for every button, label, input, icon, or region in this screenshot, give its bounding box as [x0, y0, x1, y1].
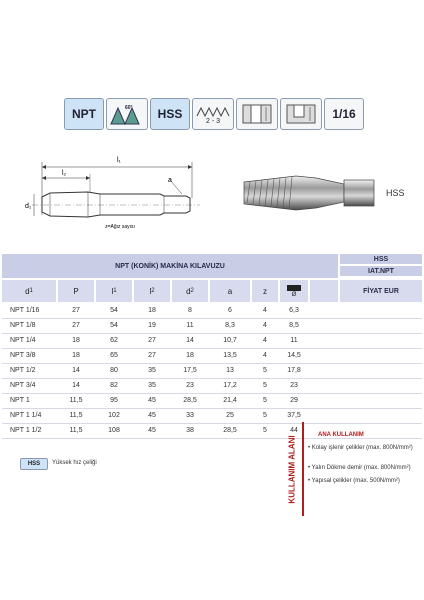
table-cell: 18 [72, 351, 80, 359]
table-cell: 35 [148, 381, 156, 389]
z-label: z=Ağız sayısı [105, 224, 135, 230]
blind-hole-icon [284, 101, 318, 127]
table-cell: NPT 3/8 [10, 351, 36, 359]
l1-label: l₁ [117, 157, 121, 164]
hss-header: HSS [340, 254, 422, 264]
table-cell: 45 [148, 396, 156, 404]
square-shank-icon [286, 284, 302, 292]
table-cell: 4 [263, 336, 267, 344]
table-cell: 18 [72, 336, 80, 344]
a-label: a [168, 177, 172, 184]
table-cell: 27 [148, 336, 156, 344]
table-cell: NPT 1/16 [10, 306, 40, 314]
col-header-a: a [210, 280, 250, 302]
col-header-p: P [58, 280, 94, 302]
table-cell: 108 [108, 426, 120, 434]
table-cell: 80 [110, 366, 118, 374]
usage-title: ANA KULLANIM [318, 432, 364, 438]
thread-profile-badge [106, 98, 148, 130]
table-cell: NPT 3/4 [10, 381, 36, 389]
table-cell: 62 [110, 336, 118, 344]
usage-item-2-text: Yalın Dökme demir (max. 800N/mm²) [311, 465, 411, 471]
table-cell: 8 [188, 306, 192, 314]
table-cell: 4 [263, 321, 267, 329]
table-cell: 18 [186, 351, 194, 359]
bullet-icon: • [308, 478, 312, 484]
table-title: NPT (KONİK) MAKİNA KILAVUZU [2, 254, 338, 278]
table-cell: 19 [148, 321, 156, 329]
table-cell: 13,5 [223, 351, 237, 359]
table-cell: 14 [72, 366, 80, 374]
table-cell: NPT 1/2 [10, 366, 36, 374]
table-cell: NPT 1/8 [10, 321, 36, 329]
blind-hole-badge [280, 98, 322, 130]
table-cell: 21,4 [223, 396, 237, 404]
pitch-label: 1/16 [332, 107, 356, 121]
npt-badge-label: NPT [72, 107, 96, 121]
table-cell: 5 [263, 366, 267, 374]
table-cell: 37,5 [287, 411, 301, 419]
hss-legend-badge-label: HSS [27, 461, 41, 467]
table-cell: 45 [148, 411, 156, 419]
table-cell: 4 [263, 306, 267, 314]
table-cell: 4 [263, 351, 267, 359]
col-header-z: z [252, 280, 278, 302]
table-cell: 13 [226, 366, 234, 374]
hss-legend-text: Yüksek hız çeliği [52, 460, 97, 466]
table-cell: 65 [110, 351, 118, 359]
d1-label: d₁ [25, 203, 32, 210]
table-cell: 28,5 [223, 426, 237, 434]
usage-vertical-title: KULLANIM ALANI [287, 434, 297, 504]
col-header-d1: d 1 [2, 280, 56, 302]
table-cell: 6 [228, 306, 232, 314]
usage-item-1 [308, 444, 418, 452]
table-cell: NPT 1 [10, 396, 30, 404]
col-header-d2: d 2 [172, 280, 208, 302]
table-cell: 17,2 [223, 381, 237, 389]
table-cell: NPT 1 1/4 [10, 411, 42, 419]
table-cell: 38 [186, 426, 194, 434]
table-cell: 95 [110, 396, 118, 404]
table-cell: 27 [72, 321, 80, 329]
col-header-l2: l 2 [134, 280, 170, 302]
table-cell: 33 [186, 411, 194, 419]
table-cell: 5 [263, 411, 267, 419]
table-cell: 8,3 [225, 321, 235, 329]
table-cell: 23 [290, 381, 298, 389]
table-cell: 11,5 [69, 426, 83, 434]
hss-legend-badge [20, 458, 48, 470]
through-hole-icon [240, 101, 274, 127]
table-cell: 102 [108, 411, 120, 419]
chamfer-icon [196, 104, 230, 118]
table-cell: 17,5 [183, 366, 197, 374]
shank-symbol: Ø [291, 292, 297, 298]
table-cell: 27 [72, 306, 80, 314]
table-cell: 11 [186, 321, 194, 329]
usage-item-3 [308, 477, 418, 485]
table-cell: 14,5 [287, 351, 301, 359]
col-header-blank [310, 280, 338, 302]
col-header-shank [280, 280, 308, 302]
pitch-badge [324, 98, 364, 130]
table-cell: 44 [290, 426, 298, 434]
chamfer-label: 2 - 3 [205, 117, 220, 125]
col-header-l1: l 1 [96, 280, 132, 302]
iat-npt-header: IAT.NPT [340, 266, 422, 276]
table-cell: 11 [290, 336, 298, 344]
thread-profile-icon [109, 100, 145, 128]
table-cell: 25 [226, 411, 234, 419]
table-cell: 28,5 [183, 396, 197, 404]
table-cell: 14 [72, 381, 80, 389]
table-cell: 54 [110, 306, 118, 314]
table-cell: NPT 1/4 [10, 336, 36, 344]
table-cell: 23 [186, 381, 194, 389]
tap-technical-drawing [22, 150, 212, 240]
table-cell: 54 [110, 321, 118, 329]
table-cell: 35 [148, 366, 156, 374]
table-row-divider [2, 438, 422, 439]
table-cell: 10,7 [223, 336, 237, 344]
usage-item-2 [308, 464, 418, 472]
table-cell: 5 [263, 396, 267, 404]
usage-item-3-text: Yapısal çelikler (max. 500N/mm²) [311, 478, 400, 484]
table-cell: NPT 1 1/2 [10, 426, 42, 434]
tap-depth-badge [236, 98, 278, 130]
hss-badge [150, 98, 190, 130]
l2-label: l₂ [62, 170, 67, 177]
thread-angle: 60° [125, 105, 133, 111]
price-header: FİYAT EUR [340, 280, 422, 302]
table-cell: 8,5 [289, 321, 299, 329]
table-cell: 11,5 [69, 411, 83, 419]
table-cell: 14 [186, 336, 194, 344]
table-cell: 17,8 [287, 366, 301, 374]
table-cell: 82 [110, 381, 118, 389]
table-cell: 11,5 [69, 396, 83, 404]
table-cell: 29 [290, 396, 298, 404]
usage-item-1-text: Kolay işlenir çelikler (max. 800N/mm²) [311, 445, 413, 451]
npt-badge [64, 98, 104, 130]
table-cell: 6,3 [289, 306, 299, 314]
bullet-icon: • [308, 445, 312, 451]
table-cell: 5 [263, 381, 267, 389]
table-cell: 45 [148, 426, 156, 434]
table-cell: 5 [263, 426, 267, 434]
table-cell: 27 [148, 351, 156, 359]
photo-hss-label: HSS [386, 188, 405, 198]
usage-vertical-bar [282, 422, 304, 516]
chamfer-badge [192, 98, 234, 130]
table-cell: 18 [148, 306, 156, 314]
hss-badge-label: HSS [157, 107, 183, 121]
tap-product-photo [236, 168, 376, 218]
bullet-icon: • [308, 465, 312, 471]
